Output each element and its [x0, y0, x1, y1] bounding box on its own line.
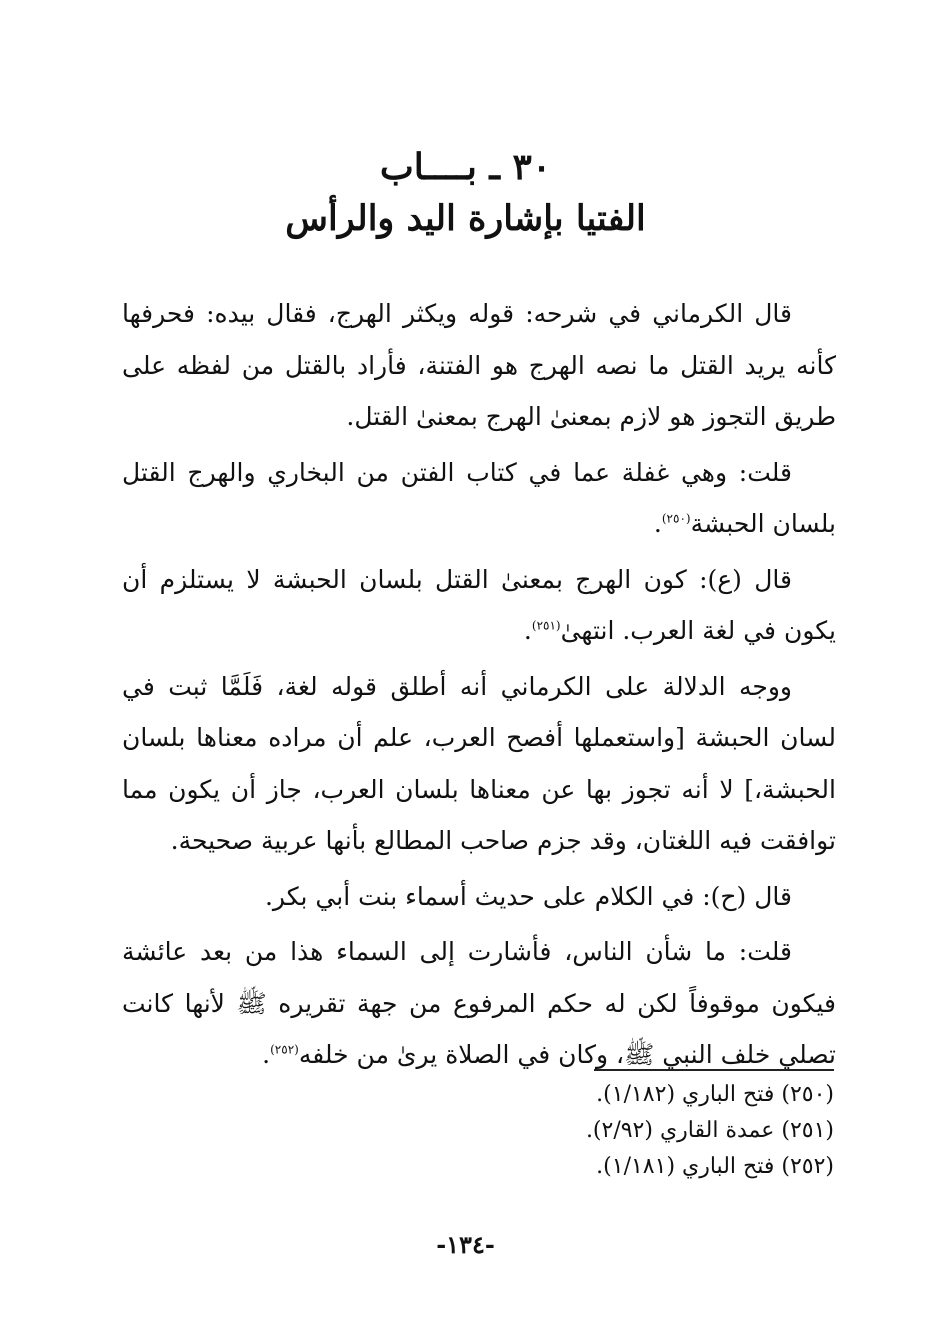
paragraph-wajh-aldalala [122, 661, 836, 867]
paragraph-text: قال (ع): كون الهرج بمعنىٰ القتل بلسان الحبشة لا يستلزم أن يكون في لغة العرب. انتهىٰ [122, 564, 836, 645]
body-text [122, 288, 836, 1085]
footnote-ref-252[interactable]: (٢٥٢) [270, 1042, 299, 1057]
paragraph-text: قلت: ما شأن الناس، فأشارت إلى السماء هذا من بعد عائشة فيكون موقوفاً لكن له حكم المرفوع من جهة تقريره ﷺ لأنها كانت تصلي خلف النبي ﷺ، وكان في الصلاة يرىٰ من خلفه [122, 937, 836, 1069]
footnote-divider [594, 1069, 834, 1071]
paragraph-qultu-shaan-alnas [122, 926, 836, 1081]
chapter-title: الفتيا بإشارة اليد والرأس [285, 198, 646, 239]
paragraph-qala-ha [122, 871, 836, 923]
footnote-252: (٢٥٢) فتح الباري (١/١٨١). [596, 1154, 834, 1179]
paragraph-text: قال الكرماني في شرحه: قوله ويكثر الهرج، فقال بيده: فحرفها كأنه يريد القتل ما نصه الهرج هو الفتنة، فأراد بالقتل من لفظه على طريق التجوز هو لازم بمعنىٰ الهرج بمعنىٰ القتل. [122, 299, 836, 431]
page-number: -١٣٤- [436, 1230, 495, 1259]
footnote-ref-250[interactable]: (٢٥٠) [661, 511, 691, 526]
paragraph-text: قال (ح): في الكلام على حديث أسماء بنت أبي بكر. [264, 881, 792, 911]
paragraph-tail: . [262, 1040, 271, 1069]
paragraph-text: ووجه الدلالة على الكرماني أنه أطلق قوله لغة، فَلَمَّا ثبت في لسان الحبشة [واستعملها أفصح العرب، علم أن مراده معناها بلسان الحبشة،] لا أنه تجوز بها عن معناها بلسان العرب، جاز أن يكون مما توافقت فيه اللغتان، وقد جزم صاحب المطالع بأنها عربية صحيحة. [122, 671, 836, 855]
chapter-number: ٣٠ ـ بــــاب [379, 146, 552, 188]
footnote-ref-251[interactable]: (٢٥١) [531, 618, 561, 633]
paragraph-tail: . [523, 616, 532, 645]
paragraph-kirmani-commentary [122, 288, 836, 443]
footnote-251: (٢٥١) عمدة القاري (٢/٩٢). [585, 1118, 834, 1143]
paragraph-text: قلت: وهي غفلة عما في كتاب الفتن من البخاري والهرج القتل بلسان الحبشة [122, 457, 836, 538]
footnotes [300, 1077, 834, 1185]
footnote-250: (٢٥٠) فتح الباري (١/١٨٢). [596, 1082, 834, 1107]
paragraph-qala-ain [122, 554, 836, 657]
paragraph-qultu-ghafla [122, 447, 836, 550]
paragraph-tail: . [653, 509, 662, 538]
